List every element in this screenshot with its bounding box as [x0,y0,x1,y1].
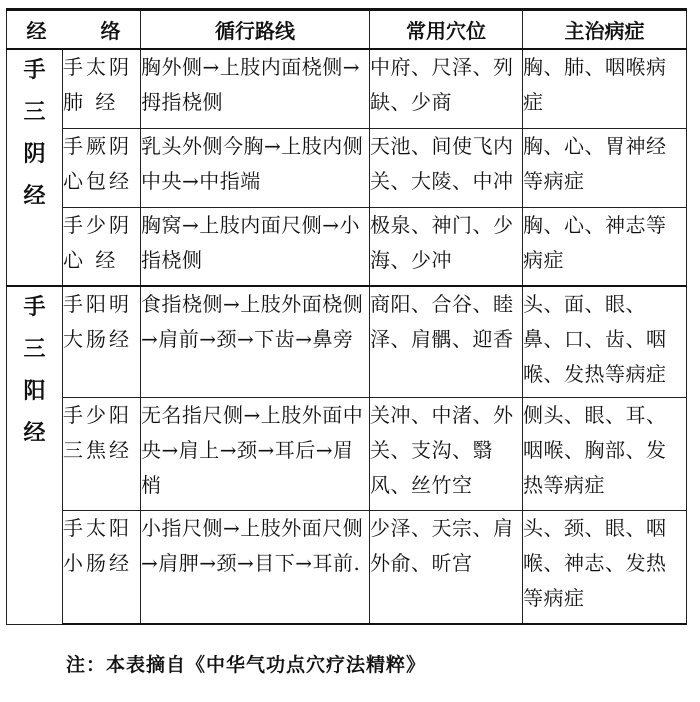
indications-cell: 头、面、眼、鼻、口、齿、咽喉、发热等病症 [523,286,687,398]
meridian-name: 手厥阴心包经 [63,129,141,208]
group-label-yin [7,49,63,286]
indications-cell: 胸、心、胃神经等病症 [523,129,687,208]
table-row [7,208,687,287]
route-cell: 胸窝→上肢内面尺侧→小指桡侧 [141,208,370,287]
indications-cell: 胸、肺、咽喉病症 [523,49,687,129]
header-indications: 主治病症 [523,10,687,50]
group-label-char: 三 [23,337,46,362]
meridian-name: 手阳明大肠经 [63,286,141,398]
header-route: 循行路线 [141,10,370,50]
points-cell: 中府、尺泽、列缺、少商 [370,49,523,129]
group-label-char: 阴 [23,142,46,167]
table-row [7,286,687,398]
header-row [7,10,687,50]
meridian-name: 手太阴肺 经 [63,49,141,129]
route-cell: 小指尺侧→上肢外面尺侧→肩胛→颈→目下→耳前. [141,511,370,625]
header-meridian-char-1: 经 [26,19,47,43]
points-cell: 关冲、中渚、外关、支沟、翳风、丝竹空 [370,398,523,511]
table-row [7,511,687,625]
points-cell: 天池、间使飞内关、大陵、中冲 [370,129,523,208]
points-cell: 极泉、神门、少海、少冲 [370,208,523,287]
meridian-name: 手少阳三焦经 [63,398,141,511]
table-row [7,398,687,511]
group-label-char: 三 [23,100,46,125]
group-label-char: 手 [23,295,46,320]
meridian-table [6,8,687,625]
points-cell: 少泽、天宗、肩外俞、昕宫 [370,511,523,625]
meridian-name: 手太阳小肠经 [63,511,141,625]
header-meridian-char-2: 络 [100,19,121,43]
indications-cell: 胸、心、神志等病症 [523,208,687,287]
header-points: 常用穴位 [370,10,523,50]
group-label-char: 阳 [23,379,46,404]
indications-cell: 侧头、眼、耳、咽喉、胸部、发热等病症 [523,398,687,511]
indications-cell: 头、颈、眼、咽喉、神志、发热等病症 [523,511,687,625]
meridian-name: 手少阴心 经 [63,208,141,287]
route-cell: 食指桡侧→上肢外面桡侧→肩前→颈→下齿→鼻旁 [141,286,370,398]
table-row [7,49,687,129]
route-cell: 乳头外侧今胸→上肢内侧中央→中指端 [141,129,370,208]
route-cell: 无名指尺侧→上肢外面中央→肩上→颈→耳后→眉梢 [141,398,370,511]
header-meridian [7,10,141,50]
table-footnote: 注：本表摘自《中华气功点穴疗法精粹》 [66,654,427,676]
table-row [7,129,687,208]
group-label-char: 手 [23,58,46,83]
route-cell: 胸外侧→上肢内面桡侧→拇指桡侧 [141,49,370,129]
group-label-yang [7,286,63,624]
group-label-char: 经 [23,184,46,209]
points-cell: 商阳、合谷、睦泽、肩髃、迎香 [370,286,523,398]
group-label-char: 经 [23,421,46,446]
